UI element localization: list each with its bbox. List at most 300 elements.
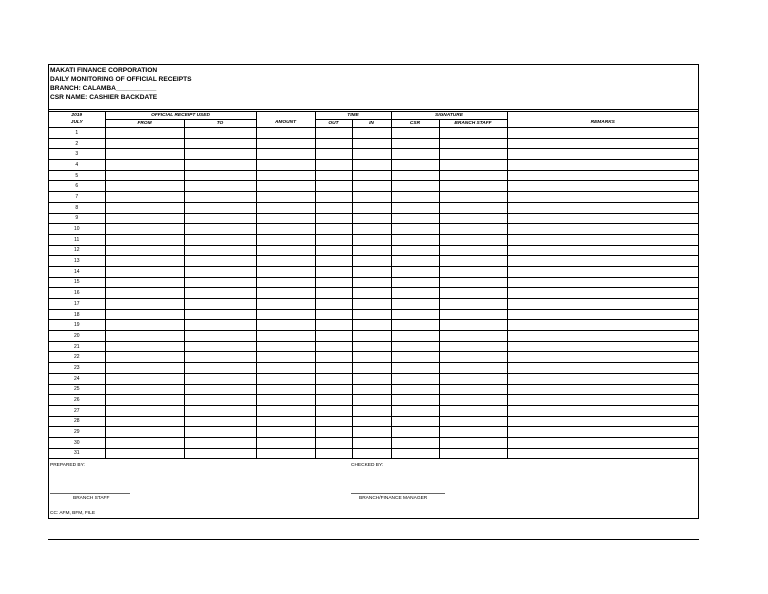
- out-cell[interactable]: [315, 128, 352, 139]
- in-cell[interactable]: [352, 213, 391, 224]
- from-cell[interactable]: [105, 320, 184, 331]
- day-cell: 13: [49, 256, 105, 267]
- to-cell[interactable]: [184, 170, 256, 181]
- remarks-cell[interactable]: [507, 299, 698, 310]
- csr-cell[interactable]: [391, 128, 439, 139]
- csr-cell[interactable]: [391, 373, 439, 384]
- from-cell[interactable]: [105, 128, 184, 139]
- page-bottom-rule: [48, 539, 699, 540]
- year-header: 2019: [49, 112, 105, 120]
- day-cell: 30: [49, 437, 105, 448]
- day-cell: 7: [49, 192, 105, 203]
- csr-cell[interactable]: [391, 395, 439, 406]
- csr-cell[interactable]: [391, 448, 439, 459]
- remarks-cell[interactable]: [507, 256, 698, 267]
- remarks-cell[interactable]: [507, 224, 698, 235]
- amount-cell[interactable]: [256, 234, 315, 245]
- in-cell[interactable]: [352, 234, 391, 245]
- in-cell[interactable]: [352, 192, 391, 203]
- branch-staff-cell[interactable]: [439, 331, 507, 342]
- to-cell[interactable]: [184, 309, 256, 320]
- table-row: [49, 309, 698, 320]
- amount-cell[interactable]: [256, 288, 315, 299]
- out-cell[interactable]: [315, 192, 352, 203]
- amount-header: AMOUNT: [256, 120, 315, 128]
- csr-cell[interactable]: [391, 170, 439, 181]
- in-cell[interactable]: [352, 160, 391, 171]
- from-cell[interactable]: [105, 266, 184, 277]
- csr-cell[interactable]: [391, 363, 439, 374]
- csr-cell[interactable]: [391, 416, 439, 427]
- table-row: [49, 384, 698, 395]
- in-cell[interactable]: [352, 149, 391, 160]
- from-cell[interactable]: [105, 170, 184, 181]
- csr-cell[interactable]: [391, 138, 439, 149]
- out-cell[interactable]: [315, 181, 352, 192]
- remarks-cell[interactable]: [507, 363, 698, 374]
- to-cell[interactable]: [184, 202, 256, 213]
- in-cell[interactable]: [352, 138, 391, 149]
- branch-staff-cell[interactable]: [439, 405, 507, 416]
- cc-line: CC: AFM, BFM, FILE: [50, 511, 96, 516]
- csr-cell[interactable]: [391, 309, 439, 320]
- out-cell[interactable]: [315, 309, 352, 320]
- branch-staff-cell[interactable]: [439, 138, 507, 149]
- prepared-signature-line: [50, 493, 130, 494]
- remarks-cell[interactable]: [507, 266, 698, 277]
- branch-staff-cell[interactable]: [439, 320, 507, 331]
- out-cell[interactable]: [315, 299, 352, 310]
- branch-staff-cell[interactable]: [439, 277, 507, 288]
- csr-cell[interactable]: [391, 181, 439, 192]
- out-cell[interactable]: [315, 277, 352, 288]
- from-cell[interactable]: [105, 341, 184, 352]
- remarks-cell[interactable]: [507, 181, 698, 192]
- day-cell: 28: [49, 416, 105, 427]
- csr-cell[interactable]: [391, 160, 439, 171]
- out-cell[interactable]: [315, 234, 352, 245]
- csr-cell[interactable]: [391, 341, 439, 352]
- in-cell[interactable]: [352, 309, 391, 320]
- csr-cell[interactable]: [391, 213, 439, 224]
- amount-cell[interactable]: [256, 448, 315, 459]
- csr-cell[interactable]: [391, 299, 439, 310]
- amount-cell[interactable]: [256, 427, 315, 438]
- out-cell[interactable]: [315, 288, 352, 299]
- remarks-cell[interactable]: [507, 245, 698, 256]
- out-cell[interactable]: [315, 395, 352, 406]
- table-row: [49, 192, 698, 203]
- month-header: JULY: [49, 120, 105, 128]
- in-cell[interactable]: [352, 352, 391, 363]
- from-cell[interactable]: [105, 160, 184, 171]
- amount-cell[interactable]: [256, 277, 315, 288]
- table-row: [49, 202, 698, 213]
- branch-staff-cell[interactable]: [439, 160, 507, 171]
- in-cell[interactable]: [352, 395, 391, 406]
- to-cell[interactable]: [184, 213, 256, 224]
- table-row: [49, 213, 698, 224]
- table-row: [49, 299, 698, 310]
- branch-staff-cell[interactable]: [439, 181, 507, 192]
- from-cell[interactable]: [105, 256, 184, 267]
- to-cell[interactable]: [184, 320, 256, 331]
- in-cell[interactable]: [352, 224, 391, 235]
- in-cell[interactable]: [352, 202, 391, 213]
- amount-cell[interactable]: [256, 245, 315, 256]
- branch-staff-cell[interactable]: [439, 309, 507, 320]
- remarks-cell[interactable]: [507, 341, 698, 352]
- to-cell[interactable]: [184, 234, 256, 245]
- branch-staff-cell[interactable]: [439, 266, 507, 277]
- from-cell[interactable]: [105, 363, 184, 374]
- day-cell: 8: [49, 202, 105, 213]
- out-cell[interactable]: [315, 160, 352, 171]
- branch-staff-cell[interactable]: [439, 341, 507, 352]
- to-cell[interactable]: [184, 437, 256, 448]
- to-cell[interactable]: [184, 224, 256, 235]
- amount-cell[interactable]: [256, 363, 315, 374]
- table-row: [49, 331, 698, 342]
- out-cell[interactable]: [315, 202, 352, 213]
- in-cell[interactable]: [352, 181, 391, 192]
- to-cell[interactable]: [184, 160, 256, 171]
- out-cell[interactable]: [315, 320, 352, 331]
- day-cell: 22: [49, 352, 105, 363]
- branch-staff-signatory: BRANCH STAFF: [73, 496, 110, 501]
- remarks-cell[interactable]: [507, 234, 698, 245]
- in-cell[interactable]: [352, 448, 391, 459]
- day-cell: 26: [49, 395, 105, 406]
- remarks-cell[interactable]: [507, 427, 698, 438]
- from-cell[interactable]: [105, 181, 184, 192]
- to-cell[interactable]: [184, 363, 256, 374]
- in-cell[interactable]: [352, 245, 391, 256]
- amount-cell[interactable]: [256, 405, 315, 416]
- branch-staff-cell[interactable]: [439, 448, 507, 459]
- branch-staff-cell[interactable]: [439, 149, 507, 160]
- to-cell[interactable]: [184, 288, 256, 299]
- to-cell[interactable]: [184, 138, 256, 149]
- to-cell[interactable]: [184, 395, 256, 406]
- out-cell[interactable]: [315, 224, 352, 235]
- from-cell[interactable]: [105, 416, 184, 427]
- csr-cell[interactable]: [391, 352, 439, 363]
- out-cell[interactable]: [315, 363, 352, 374]
- amount-header-spacer: [256, 112, 315, 120]
- out-cell[interactable]: [315, 448, 352, 459]
- table-row: [49, 320, 698, 331]
- branch-staff-cell[interactable]: [439, 395, 507, 406]
- csr-cell[interactable]: [391, 405, 439, 416]
- out-cell[interactable]: [315, 266, 352, 277]
- amount-cell[interactable]: [256, 395, 315, 406]
- out-cell[interactable]: [315, 373, 352, 384]
- amount-cell[interactable]: [256, 128, 315, 139]
- day-cell: 9: [49, 213, 105, 224]
- amount-cell[interactable]: [256, 299, 315, 310]
- to-cell[interactable]: [184, 331, 256, 342]
- table-row: [49, 437, 698, 448]
- out-cell[interactable]: [315, 384, 352, 395]
- from-cell[interactable]: [105, 331, 184, 342]
- table-row: [49, 448, 698, 459]
- branch-staff-cell[interactable]: [439, 192, 507, 203]
- remarks-cell[interactable]: [507, 138, 698, 149]
- from-cell[interactable]: [105, 202, 184, 213]
- to-cell[interactable]: [184, 373, 256, 384]
- in-cell[interactable]: [352, 373, 391, 384]
- to-cell[interactable]: [184, 128, 256, 139]
- amount-cell[interactable]: [256, 341, 315, 352]
- to-cell[interactable]: [184, 181, 256, 192]
- day-cell: 6: [49, 181, 105, 192]
- in-cell[interactable]: [352, 277, 391, 288]
- branch-staff-cell[interactable]: [439, 128, 507, 139]
- from-cell[interactable]: [105, 149, 184, 160]
- table-row: [49, 427, 698, 438]
- table-row: [49, 352, 698, 363]
- out-cell[interactable]: [315, 213, 352, 224]
- amount-cell[interactable]: [256, 384, 315, 395]
- remarks-cell[interactable]: [507, 416, 698, 427]
- out-cell[interactable]: [315, 437, 352, 448]
- remarks-cell[interactable]: [507, 170, 698, 181]
- remarks-cell[interactable]: [507, 448, 698, 459]
- out-cell[interactable]: [315, 331, 352, 342]
- from-cell[interactable]: [105, 192, 184, 203]
- out-cell[interactable]: [315, 138, 352, 149]
- table-row: [49, 405, 698, 416]
- to-cell[interactable]: [184, 448, 256, 459]
- from-cell[interactable]: [105, 234, 184, 245]
- csr-cell[interactable]: [391, 256, 439, 267]
- to-cell[interactable]: [184, 405, 256, 416]
- from-cell[interactable]: [105, 138, 184, 149]
- csr-cell[interactable]: [391, 234, 439, 245]
- day-cell: 2: [49, 138, 105, 149]
- branch-staff-cell[interactable]: [439, 224, 507, 235]
- from-cell[interactable]: [105, 405, 184, 416]
- remarks-header-spacer: [507, 112, 698, 120]
- to-cell[interactable]: [184, 416, 256, 427]
- csr-cell[interactable]: [391, 331, 439, 342]
- amount-cell[interactable]: [256, 256, 315, 267]
- in-cell[interactable]: [352, 256, 391, 267]
- remarks-cell[interactable]: [507, 149, 698, 160]
- header-divider: [49, 109, 698, 110]
- table-row: [49, 341, 698, 352]
- branch-staff-cell[interactable]: [439, 288, 507, 299]
- from-cell[interactable]: [105, 245, 184, 256]
- to-cell[interactable]: [184, 427, 256, 438]
- day-cell: 3: [49, 149, 105, 160]
- table-row: [49, 245, 698, 256]
- csr-cell[interactable]: [391, 384, 439, 395]
- csr-cell[interactable]: [391, 202, 439, 213]
- out-cell[interactable]: [315, 427, 352, 438]
- table-row: [49, 170, 698, 181]
- amount-cell[interactable]: [256, 160, 315, 171]
- branch-staff-cell[interactable]: [439, 245, 507, 256]
- branch-staff-cell[interactable]: [439, 202, 507, 213]
- to-cell[interactable]: [184, 245, 256, 256]
- to-cell[interactable]: [184, 149, 256, 160]
- branch-staff-cell[interactable]: [439, 256, 507, 267]
- to-cell[interactable]: [184, 266, 256, 277]
- from-cell[interactable]: [105, 213, 184, 224]
- to-cell[interactable]: [184, 192, 256, 203]
- in-cell[interactable]: [352, 331, 391, 342]
- csr-cell[interactable]: [391, 288, 439, 299]
- day-cell: 10: [49, 224, 105, 235]
- csr-name-label: CSR NAME: CASHIER BACKDATE: [50, 94, 158, 101]
- remarks-cell[interactable]: [507, 395, 698, 406]
- in-cell[interactable]: [352, 416, 391, 427]
- remarks-cell[interactable]: [507, 352, 698, 363]
- remarks-cell[interactable]: [507, 320, 698, 331]
- in-cell[interactable]: [352, 427, 391, 438]
- day-cell: 27: [49, 405, 105, 416]
- branch-staff-cell[interactable]: [439, 213, 507, 224]
- table-row: [49, 234, 698, 245]
- from-cell[interactable]: [105, 224, 184, 235]
- in-cell[interactable]: [352, 341, 391, 352]
- to-cell[interactable]: [184, 256, 256, 267]
- remarks-cell[interactable]: [507, 309, 698, 320]
- to-cell[interactable]: [184, 384, 256, 395]
- amount-cell[interactable]: [256, 373, 315, 384]
- to-cell[interactable]: [184, 299, 256, 310]
- out-cell[interactable]: [315, 256, 352, 267]
- day-cell: 18: [49, 309, 105, 320]
- amount-cell[interactable]: [256, 170, 315, 181]
- csr-cell[interactable]: [391, 149, 439, 160]
- amount-cell[interactable]: [256, 437, 315, 448]
- amount-cell[interactable]: [256, 224, 315, 235]
- to-cell[interactable]: [184, 277, 256, 288]
- branch-staff-cell[interactable]: [439, 416, 507, 427]
- in-cell[interactable]: [352, 266, 391, 277]
- amount-cell[interactable]: [256, 149, 315, 160]
- amount-cell[interactable]: [256, 320, 315, 331]
- amount-cell[interactable]: [256, 416, 315, 427]
- branch-staff-cell[interactable]: [439, 373, 507, 384]
- in-cell[interactable]: [352, 437, 391, 448]
- csr-cell[interactable]: [391, 245, 439, 256]
- remarks-cell[interactable]: [507, 437, 698, 448]
- out-cell[interactable]: [315, 416, 352, 427]
- day-cell: 19: [49, 320, 105, 331]
- remarks-cell[interactable]: [507, 405, 698, 416]
- remarks-cell[interactable]: [507, 288, 698, 299]
- out-cell[interactable]: [315, 245, 352, 256]
- amount-cell[interactable]: [256, 309, 315, 320]
- table-row: [49, 395, 698, 406]
- in-cell[interactable]: [352, 170, 391, 181]
- amount-cell[interactable]: [256, 352, 315, 363]
- remarks-cell[interactable]: [507, 331, 698, 342]
- csr-cell[interactable]: [391, 437, 439, 448]
- out-cell[interactable]: [315, 352, 352, 363]
- csr-header: CSR: [391, 120, 439, 128]
- csr-cell[interactable]: [391, 320, 439, 331]
- remarks-cell[interactable]: [507, 202, 698, 213]
- in-cell[interactable]: [352, 128, 391, 139]
- remarks-cell[interactable]: [507, 213, 698, 224]
- remarks-cell[interactable]: [507, 192, 698, 203]
- table-row: [49, 149, 698, 160]
- from-cell[interactable]: [105, 373, 184, 384]
- amount-cell[interactable]: [256, 213, 315, 224]
- branch-staff-cell[interactable]: [439, 363, 507, 374]
- branch-staff-cell[interactable]: [439, 437, 507, 448]
- out-cell[interactable]: [315, 170, 352, 181]
- company-name: MAKATI FINANCE CORPORATION: [50, 67, 158, 74]
- remarks-cell[interactable]: [507, 160, 698, 171]
- from-cell[interactable]: [105, 309, 184, 320]
- branch-staff-cell[interactable]: [439, 170, 507, 181]
- amount-cell[interactable]: [256, 192, 315, 203]
- amount-cell[interactable]: [256, 266, 315, 277]
- from-cell[interactable]: [105, 352, 184, 363]
- from-cell[interactable]: [105, 288, 184, 299]
- branch-manager-signatory: BRANCH/FINANCE MANAGER: [359, 496, 428, 501]
- from-cell[interactable]: [105, 384, 184, 395]
- csr-cell[interactable]: [391, 277, 439, 288]
- in-cell[interactable]: [352, 405, 391, 416]
- branch-staff-cell[interactable]: [439, 384, 507, 395]
- day-cell: 17: [49, 299, 105, 310]
- csr-cell[interactable]: [391, 192, 439, 203]
- amount-cell[interactable]: [256, 331, 315, 342]
- day-cell: 1: [49, 128, 105, 139]
- from-cell[interactable]: [105, 299, 184, 310]
- branch-staff-cell[interactable]: [439, 427, 507, 438]
- remarks-cell[interactable]: [507, 373, 698, 384]
- to-cell[interactable]: [184, 352, 256, 363]
- out-cell[interactable]: [315, 149, 352, 160]
- to-cell[interactable]: [184, 341, 256, 352]
- in-cell[interactable]: [352, 384, 391, 395]
- remarks-cell[interactable]: [507, 277, 698, 288]
- in-cell[interactable]: [352, 363, 391, 374]
- remarks-cell[interactable]: [507, 128, 698, 139]
- from-cell[interactable]: [105, 277, 184, 288]
- from-cell[interactable]: [105, 427, 184, 438]
- amount-cell[interactable]: [256, 138, 315, 149]
- branch-staff-cell[interactable]: [439, 234, 507, 245]
- in-cell[interactable]: [352, 299, 391, 310]
- branch-staff-cell[interactable]: [439, 352, 507, 363]
- amount-cell[interactable]: [256, 202, 315, 213]
- in-cell[interactable]: [352, 320, 391, 331]
- from-cell[interactable]: [105, 448, 184, 459]
- out-cell[interactable]: [315, 341, 352, 352]
- csr-cell[interactable]: [391, 224, 439, 235]
- in-cell[interactable]: [352, 288, 391, 299]
- remarks-cell[interactable]: [507, 384, 698, 395]
- table-row: [49, 138, 698, 149]
- csr-cell[interactable]: [391, 427, 439, 438]
- csr-cell[interactable]: [391, 266, 439, 277]
- out-cell[interactable]: [315, 405, 352, 416]
- from-cell[interactable]: [105, 395, 184, 406]
- amount-cell[interactable]: [256, 181, 315, 192]
- branch-staff-cell[interactable]: [439, 299, 507, 310]
- from-cell[interactable]: [105, 437, 184, 448]
- from-header: FROM: [105, 120, 184, 128]
